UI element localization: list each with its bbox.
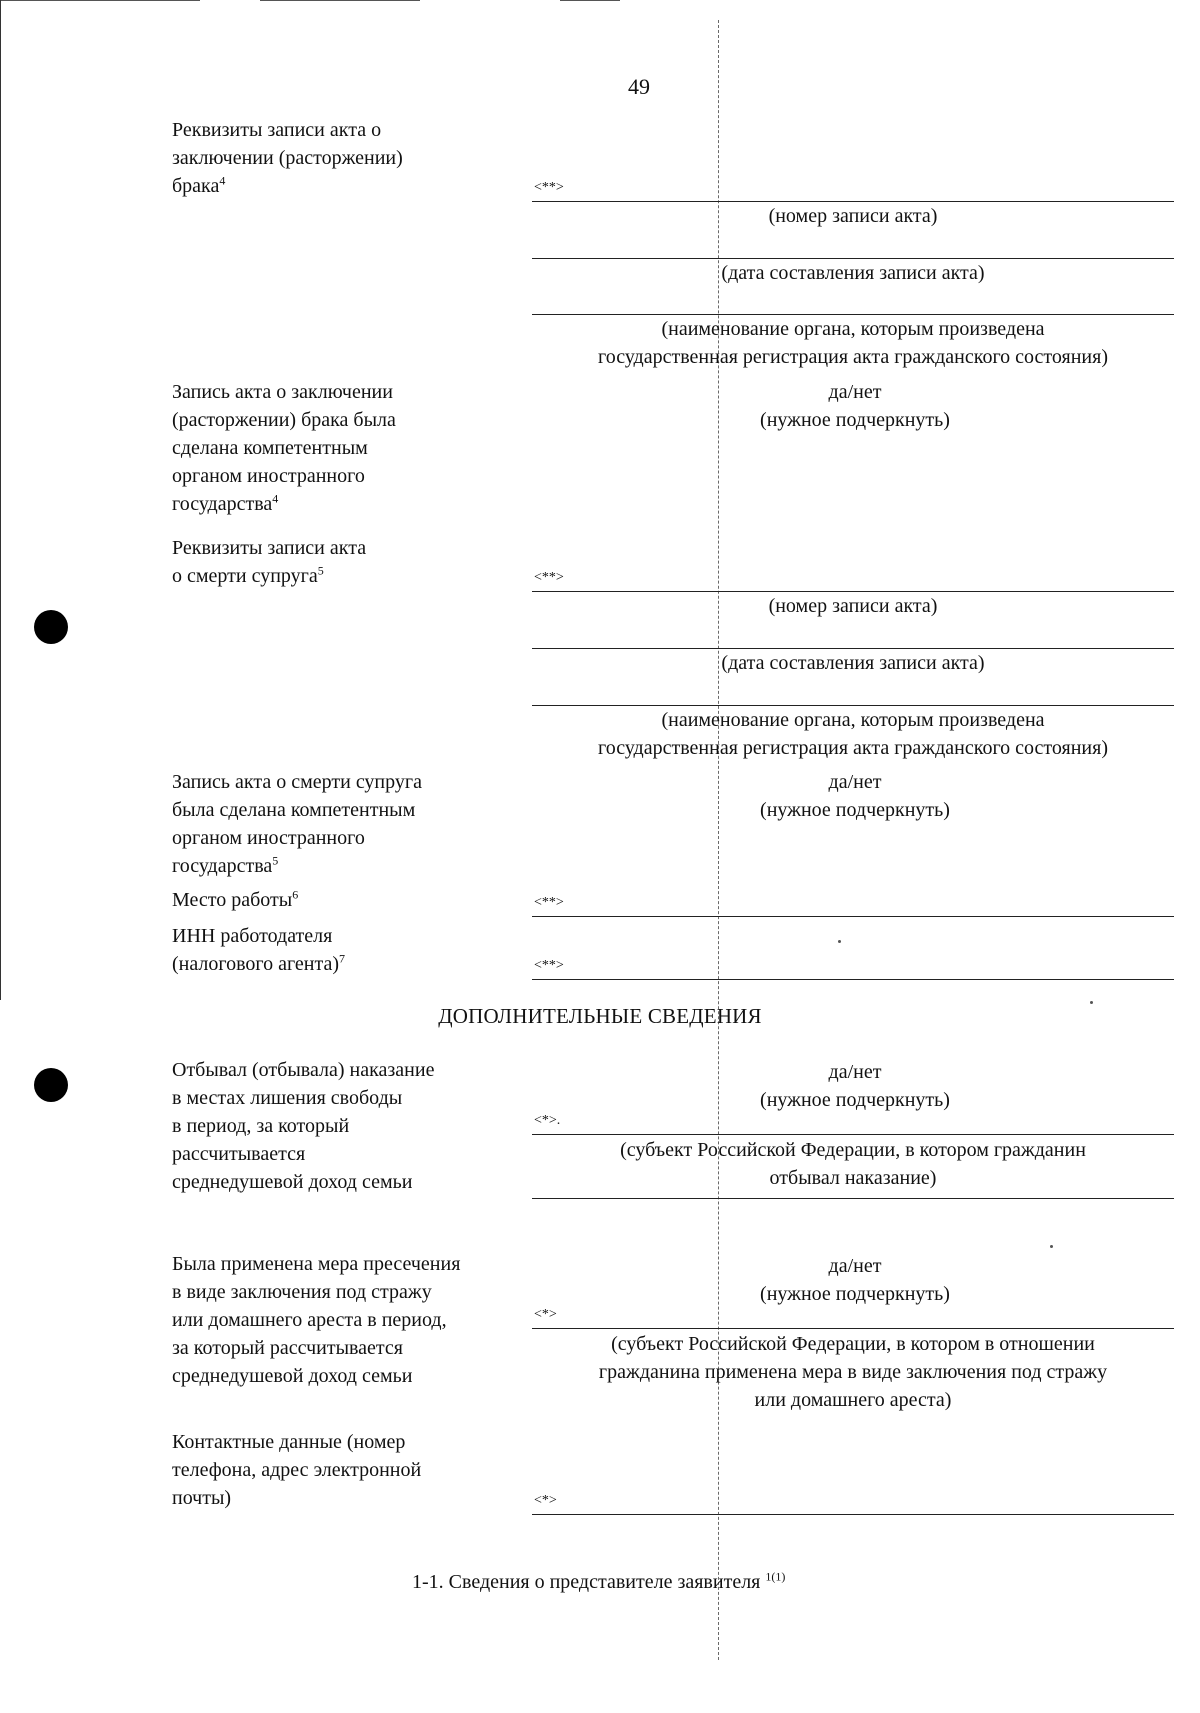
marriage-foreign-underline-hint: (нужное подчеркнуть): [760, 409, 950, 431]
death-record-label: Реквизиты записи акта о смерти супруга$^5$: [172, 537, 367, 587]
page-number: 49: [628, 74, 650, 99]
detention-underline-hint: (нужное подчеркнуть): [760, 1283, 950, 1305]
detention-label: Была применена мера пресечения в виде заключения под стражу или домашнего ареста в период, за который рассчитывается среднедушевой доход семьи: [172, 1253, 461, 1387]
imprisonment-region-bottom-line: [532, 1198, 1174, 1199]
death-foreign-label: Запись акта о смерти супруга была сделана компетентным органом иностранного государства$^5$: [172, 771, 422, 877]
scan-edge-top: [560, 0, 620, 1]
death-foreign-yes-no[interactable]: да/нет: [828, 771, 882, 793]
scan-speck: [838, 940, 841, 943]
marriage-record-label: Реквизиты записи акта о заключении (расторжении) брака$^4$: [172, 119, 403, 197]
contacts-label: Контактные данные (номер телефона, адрес электронной почты): [172, 1431, 422, 1509]
employer-inn-line[interactable]: [532, 979, 1174, 980]
representative-section-heading: 1-1. Сведения о представителе заявителя $^{1(1)}$: [412, 1569, 786, 1593]
detention-marker: <*>: [534, 1307, 557, 1322]
scan-edge-left: [0, 0, 1, 1000]
death-registry-body-hint: (наименование органа, которым произведена государственная регистрация акта гражданского состояния): [598, 709, 1108, 759]
marriage-foreign-label: Запись акта о заключении (расторжении) брака была сделана компетентным органом иностранного государства$^4$: [172, 381, 396, 515]
marriage-record-marker: <**>: [534, 180, 564, 195]
contacts-marker: <*>: [534, 1493, 557, 1508]
punch-hole: [34, 1068, 68, 1102]
imprisonment-marker: <*>.: [534, 1113, 561, 1128]
detention-region-hint: (субъект Российской Федерации, в котором в отношении гражданина применена мера в виде заключения под стражу или домашнего ареста): [598, 1333, 1108, 1411]
detention-yes-no[interactable]: да/нет: [828, 1255, 882, 1277]
marriage-foreign-yes-no[interactable]: да/нет: [828, 381, 882, 403]
workplace-marker: <**>: [534, 895, 564, 910]
detention-region-line[interactable]: [532, 1328, 1174, 1329]
imprisonment-region-line[interactable]: [532, 1134, 1174, 1135]
death-act-date-hint: (дата составления записи акта): [721, 652, 985, 674]
section-title-additional-info: ДОПОЛНИТЕЛЬНЫЕ СВЕДЕНИЯ: [438, 1004, 762, 1028]
punch-hole: [34, 610, 68, 644]
marriage-registry-body-hint: (наименование органа, которым произведена государственная регистрация акта гражданского состояния): [598, 318, 1108, 368]
scan-edge-top: [0, 0, 200, 1]
employer-inn-marker: <**>: [534, 958, 564, 973]
scan-speck: [1050, 1245, 1053, 1248]
imprisonment-yes-no[interactable]: да/нет: [828, 1061, 882, 1083]
workplace-line[interactable]: [532, 916, 1174, 917]
imprisonment-region-hint: (субъект Российской Федерации, в котором гражданин отбывал наказание): [620, 1139, 1086, 1189]
imprisonment-label: Отбывал (отбывала) наказание в местах лишения свободы в период, за который рассчитывается среднедушевой доход семьи: [172, 1059, 435, 1193]
death-foreign-underline-hint: (нужное подчеркнуть): [760, 799, 950, 821]
employer-inn-label: ИНН работодателя (налогового агента)$^7$: [172, 925, 346, 975]
contacts-line[interactable]: [532, 1514, 1174, 1515]
scan-edge-top: [260, 0, 420, 1]
marriage-act-date-hint: (дата составления записи акта): [721, 262, 985, 284]
marriage-act-number-hint: (номер записи акта): [768, 205, 938, 227]
death-act-number-hint: (номер записи акта): [768, 595, 938, 617]
workplace-label: Место работы$^6$: [172, 887, 299, 911]
imprisonment-underline-hint: (нужное подчеркнуть): [760, 1089, 950, 1111]
death-record-marker: <**>: [534, 570, 564, 585]
